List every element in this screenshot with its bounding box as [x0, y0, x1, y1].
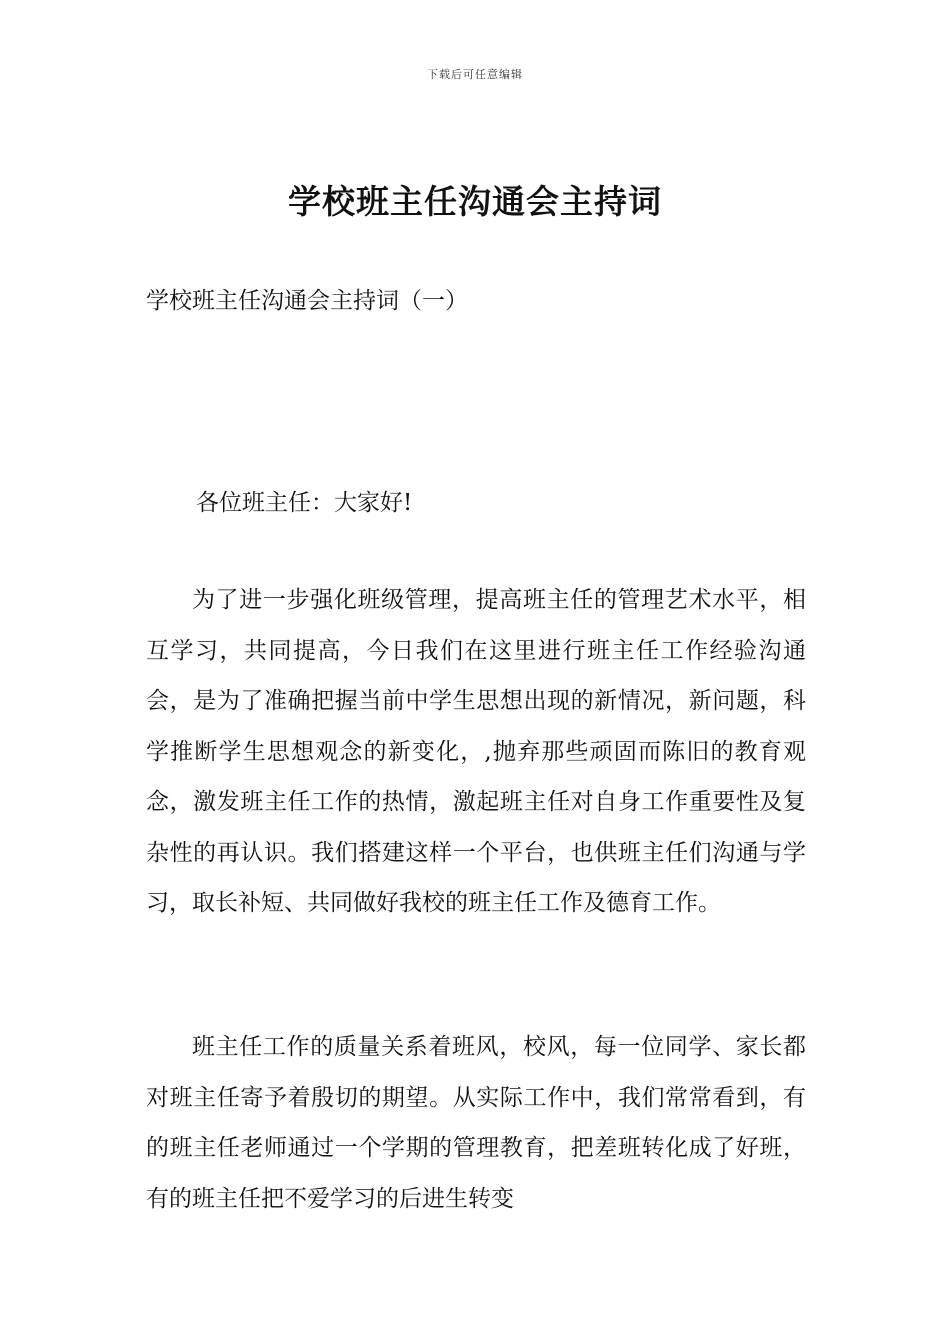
header-note: 下载后可任意编辑 — [427, 68, 523, 81]
section-heading: 学校班主任沟通会主持词（一） — [146, 288, 468, 314]
document-title: 学校班主任沟通会主持词 — [288, 182, 662, 221]
body-paragraph: 班主任工作的质量关系着班风，校风，每一位同学、家长都对班主任寄予着殷切的期望。从实际工作中，我们常常看到，有的班主任老师通过一个学期的管理教育，把差班转化成了好班，有的班主任把不爱学习的后进生转变 — [146, 1034, 806, 1212]
body-paragraph: 为了进一步强化班级管理，提高班主任的管理艺术水平，相互学习，共同提高，今日我们在这里进行班主任工作经验沟通会，是为了准确把握当前中学生思想出现的新情况，新问题，科学推断学生思想观念的新变化，,抛弃那些顽固而陈旧的教育观念，激发班主任工作的热情，激起班主任对自身工作重要性及复杂性的再认识。我们搭建这样一个平台，也供班主任们沟通与学习，取长补短、共同做好我校的班主任工作及德育工作。 — [146, 587, 806, 916]
greeting-line: 各位班主任：大家好! — [196, 490, 413, 516]
